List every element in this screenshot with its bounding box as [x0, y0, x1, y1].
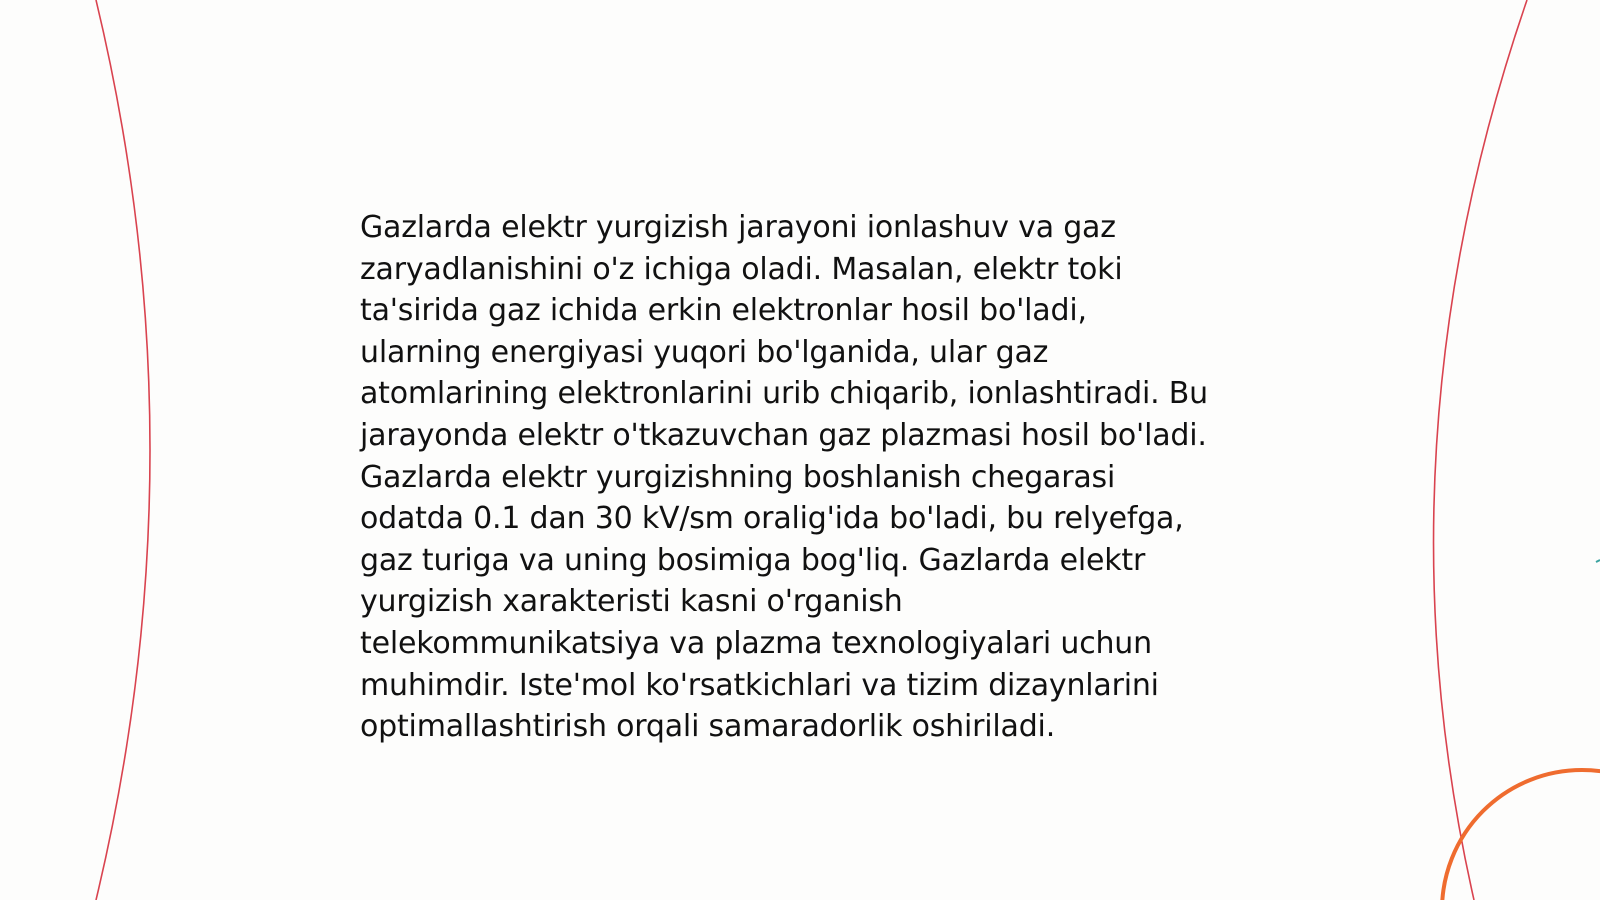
corner-circle-decoration	[1442, 770, 1600, 900]
left-arc-decoration	[96, 0, 150, 900]
body-paragraph: Gazlarda elektr yurgizish jarayoni ionlashuv va gaz zaryadlanishini o'z ichiga oladi. Masalan, elektr toki ta'sirida gaz ichida erkin elektronlar hosil bo'ladi, ularning energiyasi yuqori bo'lganida, ular gaz atomlarining elektronlarini urib chiqarib, ionlashtiradi. Bu jarayonda elektr o'tkazuvchan gaz plazmasi hosil bo'ladi. Gazlarda elektr yurgizishning boshlanish chegarasi odatda 0.1 dan 30 kV/sm oralig'ida bo'ladi, bu relyefga, gaz turiga va uning bosimiga bog'liq. Gazlarda elektr yurgizish xarakteristi kasni o'rganish telekommunikatsiya va plazma texnologiyalari uchun muhimdir. Iste'mol ko'rsatkichlari va tizim dizaynlarini optimallashtirish orqali samaradorlik oshiriladi.	[360, 210, 1208, 745]
right-arc-decoration	[1434, 0, 1527, 900]
right-edge-tick-decoration	[1596, 560, 1600, 562]
